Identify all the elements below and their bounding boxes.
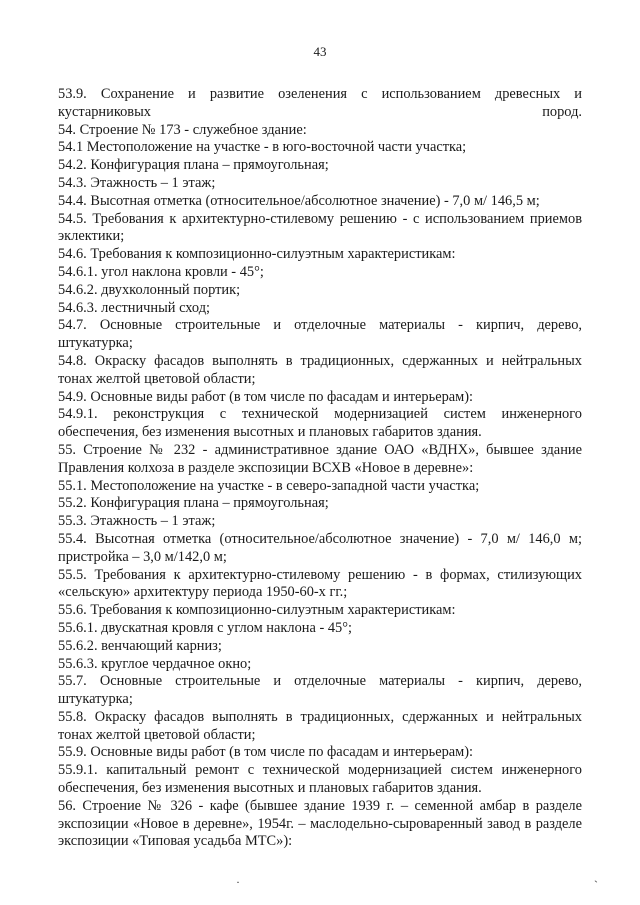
paragraph: 55.4. Высотная отметка (относительное/абсолютное значение) - 7,0 м/ 146,0 м; пристройка – 3,0 м/142,0 м; <box>58 530 582 565</box>
paragraph: 55.7. Основные строительные и отделочные материалы - кирпич, дерево, штукатурка; <box>58 673 582 708</box>
paragraph: 54.6.2. двухколонный портик; <box>58 281 241 298</box>
paragraph: 55.1. Местоположение на участке - в северо-западной части участка; <box>58 477 480 494</box>
scan-tick-mark: ˏ <box>594 869 598 883</box>
paragraph: 54.6. Требования к композиционно-силуэтным характеристикам: <box>58 246 456 263</box>
paragraph: 55.6.2. венчающий карниз; <box>58 637 222 654</box>
paragraph: 54.5. Требования к архитектурно-стилевому решению - с использованием приемов эклектики; <box>58 210 582 245</box>
paragraph: 54.9.1. реконструкция с технической модернизацией систем инженерного обеспечения, без изменения высотных и плановых габаритов здания. <box>58 406 582 441</box>
paragraph: 56. Строение № 326 - кафе (бывшее здание 1939 г. – семенной амбар в разделе экспозиции «Новое в деревне», 1954г. – маслодельно-сыроваренный завод в разделе экспозиции «Типовая усадьба МТС»): <box>58 797 582 850</box>
paragraph: 55.3. Этажность – 1 этаж; <box>58 513 216 530</box>
paragraph: 54.8. Окраску фасадов выполнять в традиционных, сдержанных и нейтральных тонах желтой цветовой области; <box>58 352 582 387</box>
paragraph: 55.5. Требования к архитектурно-стилевому решению - в формах, стилизующих «сельскую» архитектуру периода 1950-60-х гг.; <box>58 566 582 601</box>
scan-dot-mark: · <box>236 875 240 889</box>
paragraph: 54.7. Основные строительные и отделочные материалы - кирпич, дерево, штукатурка; <box>58 317 582 352</box>
page-number: 43 <box>313 44 327 59</box>
paragraph: 55.9.1. капитальный ремонт с технической модернизацией систем инженерного обеспечения, без изменения высотных и плановых габаритов здания. <box>58 762 582 797</box>
paragraph: 54.9. Основные виды работ (в том числе по фасадам и интерьерам): <box>58 388 474 405</box>
paragraph: 54.4. Высотная отметка (относительное/абсолютное значение) - 7,0 м/ 146,5 м; <box>58 192 540 209</box>
paragraph: 54.1 Местоположение на участке - в юго-восточной части участка; <box>58 139 467 156</box>
paragraph: 54.6.1. угол наклона кровли - 45°; <box>58 263 264 280</box>
paragraph: 55.8. Окраску фасадов выполнять в традиционных, сдержанных и нейтральных тонах желтой цветовой области; <box>58 708 582 743</box>
paragraph: 55.6. Требования к композиционно-силуэтным характеристикам: <box>58 602 456 619</box>
paragraph: 54.2. Конфигурация плана – прямоугольная; <box>58 157 329 174</box>
paragraph: 55.2. Конфигурация плана – прямоугольная; <box>58 495 329 512</box>
paragraph: 55. Строение № 232 - административное здание ОАО «ВДНХ», бывшее здание Правления колхоза в разделе экспозиции ВСХВ «Новое в деревне»: <box>58 441 582 476</box>
paragraph: 55.6.3. круглое чердачное окно; <box>58 655 252 672</box>
paragraph: 55.9. Основные виды работ (в том числе по фасадам и интерьерам): <box>58 744 474 761</box>
paragraph: 54.6.3. лестничный сход; <box>58 299 211 316</box>
paragraph: 55.6.1. двускатная кровля с углом наклона - 45°; <box>58 619 352 636</box>
document-body <box>58 86 582 851</box>
paragraph: 54.3. Этажность – 1 этаж; <box>58 174 216 191</box>
paragraph: 54. Строение № 173 - служебное здание: <box>58 121 307 138</box>
paragraph: 53.9. Сохранение и развитие озеленения с использованием древесных и кустарниковых пород. <box>58 86 582 120</box>
